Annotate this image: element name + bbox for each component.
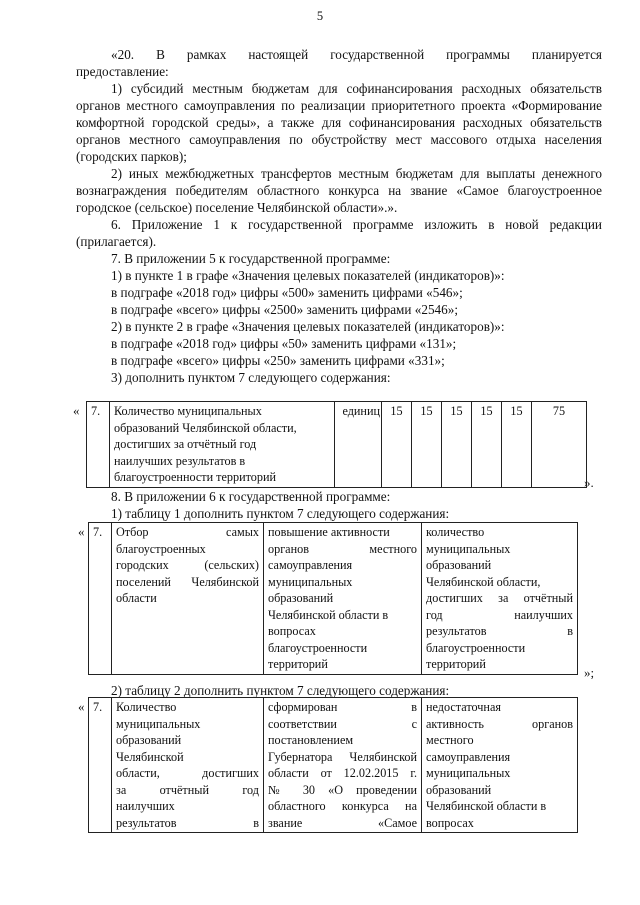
paragraph-table1-add: 1) таблицу 1 дополнить пунктом 7 следующего содержания: bbox=[111, 506, 450, 521]
table2-col2-line: вопросах bbox=[268, 624, 316, 638]
table1-open-quote: « bbox=[73, 403, 80, 418]
table2-col3-line: количество bbox=[426, 525, 485, 539]
paragraph-subsidies: 1) субсидий местным бюджетам для софинансирования расходных обязательств органов местного самоуправления по реализации приоритетного проекта «Формирование комфортной городской среды», а также для софинансирования расходных обязательств органов местного самоуправления по обустройству мест массового отдыха населения (городских парков); bbox=[76, 81, 602, 164]
table2-col2-line: образований bbox=[268, 591, 334, 605]
table3-col3-line: недостаточная bbox=[426, 700, 501, 714]
table3-col1-line: за отчётный год bbox=[116, 782, 259, 797]
table3-col1-line: Количество bbox=[116, 700, 177, 714]
table2-col3-line: территорий bbox=[426, 657, 486, 671]
table3-col1-line: области, достигших bbox=[116, 766, 259, 780]
table1-value: 15 bbox=[472, 402, 502, 488]
paragraph-total-2546: в подграфе «всего» цифры «2500» заменить цифрами «2546»; bbox=[111, 302, 458, 317]
table2-col2-line: повышение активности bbox=[268, 525, 390, 539]
table2-col1-line: благоустроенных bbox=[116, 541, 206, 556]
table1-name-line: наилучших результатов в bbox=[114, 453, 246, 468]
table2-col3-line: муниципальных bbox=[426, 541, 511, 556]
table2-col2-line: территорий bbox=[268, 657, 328, 671]
table2-goal bbox=[264, 523, 422, 675]
table1-name-line: Количество муниципальных bbox=[114, 404, 262, 418]
table3-col2-line: соответствии с bbox=[268, 716, 417, 731]
table-row bbox=[89, 698, 578, 833]
measures-table bbox=[88, 522, 578, 675]
document-body bbox=[76, 46, 602, 386]
table3-col2-line: звание «Самое bbox=[268, 815, 417, 830]
table2-open-quote: « bbox=[78, 524, 85, 539]
table3-open-quote: « bbox=[78, 699, 85, 714]
table1-close-quote: ». bbox=[584, 475, 594, 490]
paragraph-point-2: 2) в пункте 2 в графе «Значения целевых показателей (индикаторов)»: bbox=[111, 319, 505, 334]
table3-col1-line: наилучших bbox=[116, 799, 175, 813]
table1-name-line: образований Челябинской области, bbox=[114, 420, 297, 435]
paragraph-total-331: в подграфе «всего» цифры «250» заменить цифрами «331»; bbox=[111, 353, 445, 368]
table2-col3-line: достигших за отчётный bbox=[426, 591, 573, 605]
table2-col3-line: результатов в bbox=[426, 624, 573, 638]
table1-value: 15 bbox=[412, 402, 442, 488]
table1-name-line: благоустроенности территорий bbox=[114, 470, 277, 484]
table2-indicator bbox=[422, 523, 578, 675]
paragraph-item-7: 7. В приложении 5 к государственной программе: bbox=[111, 251, 391, 266]
table2-col3-line: Челябинской области, bbox=[426, 574, 541, 589]
page-number: 5 bbox=[316, 9, 324, 23]
table2-col3-line: благоустроенности bbox=[426, 640, 526, 655]
table1-value: 15 bbox=[442, 402, 472, 488]
table3-col1-line: Челябинской bbox=[116, 749, 184, 764]
paragraph-2018-546: в подграфе «2018 год» цифры «500» заменить цифрами «546»; bbox=[111, 285, 463, 300]
table3-indicator bbox=[112, 698, 264, 833]
table3-col2-line: постановлением bbox=[268, 733, 354, 747]
table3-col3-line: образований bbox=[426, 782, 492, 797]
table1-indicator-name bbox=[110, 402, 335, 488]
table3-col3-line: Челябинской области в bbox=[426, 799, 547, 813]
table1-value: 15 bbox=[382, 402, 412, 488]
table2-close-quote: »; bbox=[584, 665, 595, 680]
table2-measure bbox=[112, 523, 264, 675]
table3-row-number: 7. bbox=[89, 698, 112, 833]
table3-col1-line: результатов в bbox=[116, 815, 259, 830]
problems-table bbox=[88, 697, 578, 833]
table2-col2-line: благоустроенности bbox=[268, 640, 368, 655]
table-row bbox=[87, 402, 587, 488]
table2-col1-line: Отбор самых bbox=[116, 525, 259, 539]
table1-value: 75 bbox=[532, 402, 587, 488]
table-row bbox=[89, 523, 578, 675]
table3-col2-line: области от 12.02.2015 г. bbox=[268, 766, 417, 780]
paragraph-table2-add: 2) таблицу 2 дополнить пунктом 7 следующего содержания: bbox=[111, 683, 450, 698]
table3-col2-line: № 30 «О проведении bbox=[268, 782, 417, 797]
paragraph-item-8: 8. В приложении 6 к государственной программе: bbox=[111, 489, 391, 504]
paragraph-20-line2: предоставление: bbox=[76, 64, 169, 79]
table3-col3-line: муниципальных bbox=[426, 766, 511, 780]
table3-col1-line: муниципальных bbox=[116, 716, 201, 731]
table2-col3-line: образований bbox=[426, 558, 492, 572]
table3-col2-line: Губернатора Челябинской bbox=[268, 749, 417, 764]
table2-col2-line: самоуправления bbox=[268, 558, 353, 572]
table3-col2-line: областного конкурса на bbox=[268, 799, 417, 813]
table3-col2-line: сформирован в bbox=[268, 700, 417, 714]
paragraph-item-6: 6. Приложение 1 к государственной программе изложить в новой редакции (прилагается). bbox=[76, 217, 602, 249]
paragraph-20-line1: «20. В рамках настоящей государственной программы планируется bbox=[111, 47, 602, 62]
table3-col3-line: активность органов bbox=[426, 716, 573, 731]
table2-col3-line: год наилучших bbox=[426, 607, 573, 622]
table3-source bbox=[264, 698, 422, 833]
paragraph-2018-131: в подграфе «2018 год» цифры «50» заменить цифрами «131»; bbox=[111, 336, 457, 351]
table1-value: 15 bbox=[502, 402, 532, 488]
table2-col1-line: поселений Челябинской bbox=[116, 574, 259, 589]
table2-col1-line: городских (сельских) bbox=[116, 558, 259, 572]
table3-problem bbox=[422, 698, 578, 833]
paragraph-transfers: 2) иных межбюджетных трансфертов местным бюджетам для выплаты денежного вознаграждения победителям областного конкурса на звание «Самое благоустроенное городское (сельское) поселение Челябинской области».». bbox=[76, 166, 602, 215]
table3-col1-line: образований bbox=[116, 733, 182, 747]
table3-col3-line: самоуправления bbox=[426, 749, 511, 764]
table2-col2-line: Челябинской области в bbox=[268, 607, 389, 622]
table2-col2-line: муниципальных bbox=[268, 574, 353, 589]
table2-col2-line: органов местного bbox=[268, 541, 417, 556]
paragraph-point-1: 1) в пункте 1 в графе «Значения целевых показателей (индикаторов)»: bbox=[111, 268, 505, 283]
table2-row-number: 7. bbox=[89, 523, 112, 675]
table2-col1-line: области bbox=[116, 591, 157, 605]
table3-col3-line: вопросах bbox=[426, 815, 474, 830]
indicator-table bbox=[86, 401, 587, 488]
paragraph-add-point-7: 3) дополнить пунктом 7 следующего содержания: bbox=[111, 370, 391, 385]
table1-unit: единиц bbox=[335, 402, 382, 488]
table1-name-line: достигших за отчётный год bbox=[114, 437, 257, 451]
table1-row-number: 7. bbox=[87, 402, 110, 488]
table3-col3-line: местного bbox=[426, 733, 474, 747]
